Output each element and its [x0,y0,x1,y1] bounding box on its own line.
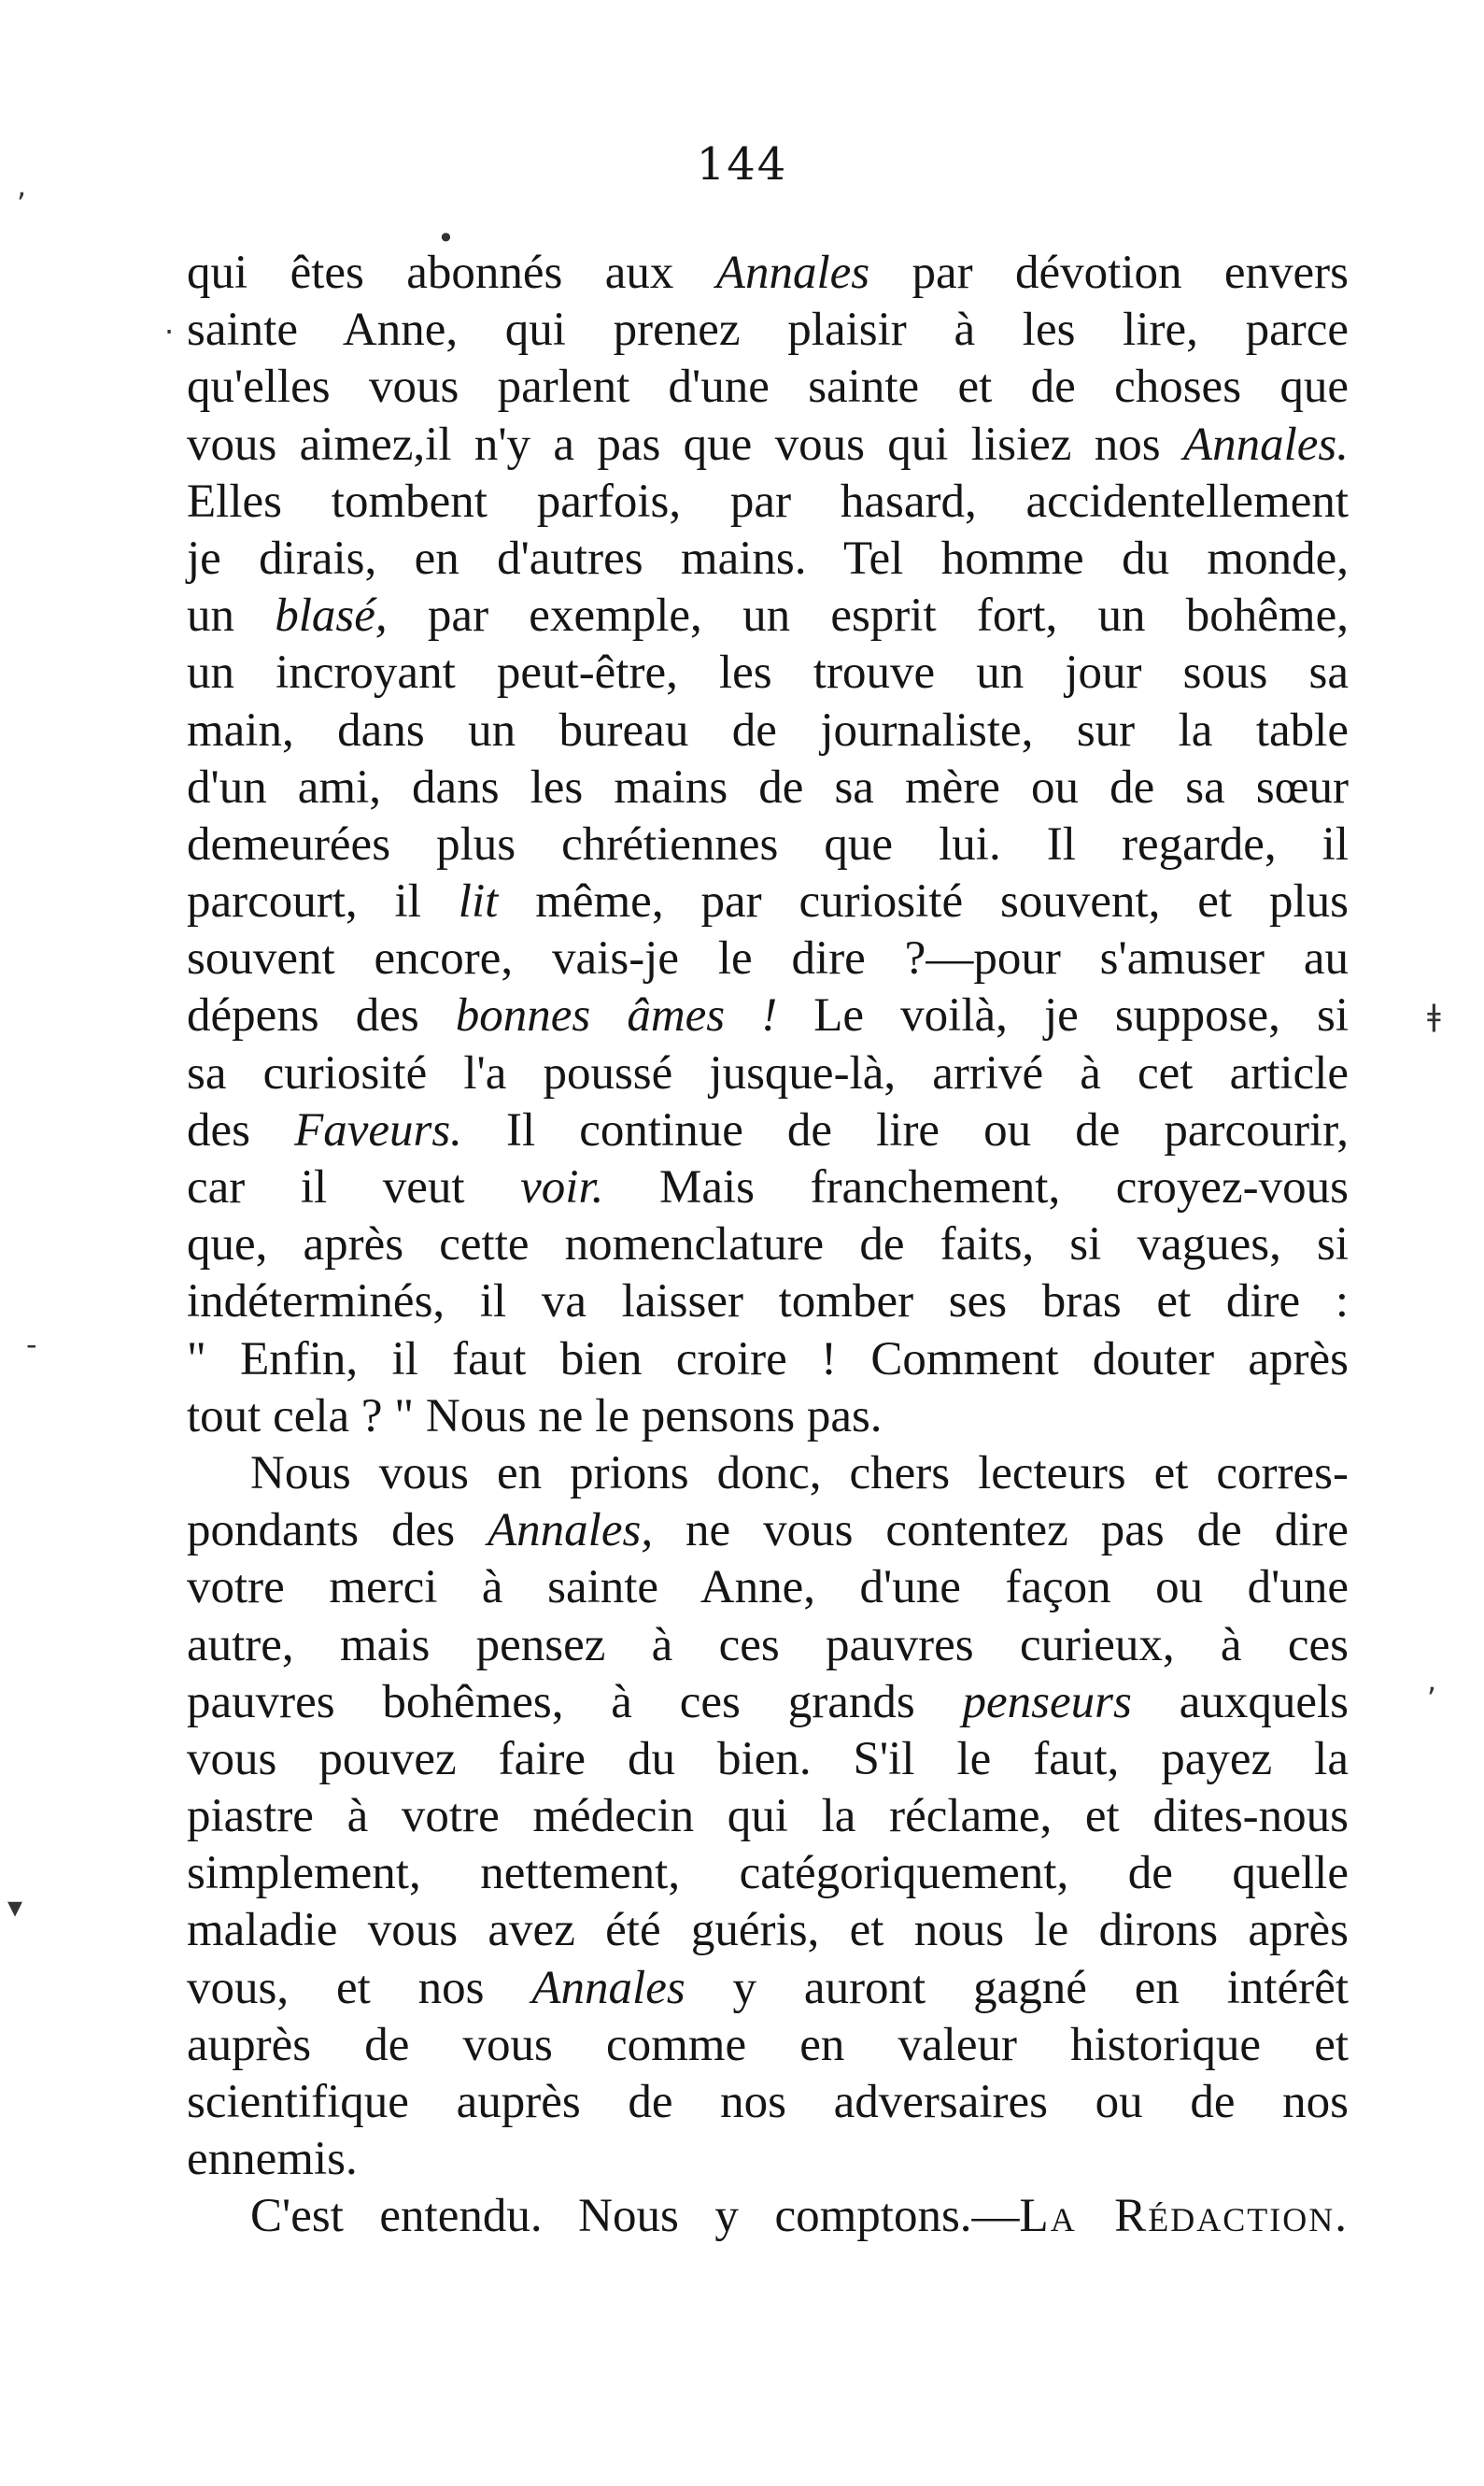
text-line-20: " Enfin, il faut bien croire ! Comment douter après [187,1332,1349,1385]
page-number: 144 [696,138,788,191]
text-line-17: car il veut voir. Mais franchement, croyez-vous [187,1161,1350,1214]
body-text [187,245,1349,2246]
text-line-8: un incroyant peut-être, les trouve un jour sous sa [187,646,1349,700]
text-line-16: des Faveurs. Il continue de lire ou de parcourir, [187,1103,1349,1157]
text-line-21: tout cela ? " Nous ne le pensons pas. [187,1389,883,1442]
signature-redaction: La Rédaction. [1019,2190,1349,2243]
text-line-10: d'un ami, dans les mains de sa mère ou de sa sœur [187,760,1349,814]
text-line-5: Elles tombent parfois, par hasard, accidentellement [187,475,1349,528]
text-line-4: vous aimez,il n'y a pas que vous qui lisiez nos Annales. [187,418,1349,471]
text-line-2: sainte Anne, qui prenez plaisir à les lire, parce [187,304,1349,357]
margin-bullet: · [164,314,175,349]
margin-dash: - [26,1327,37,1362]
margin-arrow: ▾ [7,1889,23,1925]
text-line-25: autre, mais pensez à ces pauvres curieux, à ces [187,1618,1349,1671]
margin-comma: , [1427,1663,1437,1698]
text-line-1: qui êtes abonnés aux Annales par dévotion envers [187,247,1349,299]
text-line-23: pondants des Annales, ne vous contentez pas de dire [187,1504,1349,1557]
text-line-35: C'est entendu. Nous y comptons.—La Rédaction. [250,2190,1349,2243]
text-line-24: votre merci à sainte Anne, d'une façon ou d'une [187,1561,1349,1614]
text-line-3: qu'elles vous parlent d'une sainte et de choses que [187,361,1349,414]
text-line-14: dépens des bonnes âmes ! Le voilà, je suppose, si [187,989,1350,1043]
text-line-15: sa curiosité l'a poussé jusque-là, arrivé à cet article [187,1046,1349,1100]
text-line-30: maladie vous avez été guéris, et nous le dirons après [187,1904,1349,1957]
text-line-22: Nous vous en prions donc, chers lecteurs et corres- [250,1446,1349,1499]
text-line-7: un blasé, par exemple, un esprit fort, un bohême, [187,590,1349,643]
text-line-11: demeurées plus chrétiennes que lui. Il regarde, il [187,817,1349,871]
text-line-18: que, après cette nomenclature de faits, si vagues, si [187,1218,1349,1271]
text-line-19: indéterminés, il va laisser tomber ses bras et dire : [187,1275,1349,1328]
text-line-31: vous, et nos Annales y auront gagné en intérêt [187,1961,1350,2014]
text-line-27: vous pouvez faire du bien. S'il le faut, payez la [187,1732,1349,1785]
margin-cross: ǂ [1427,998,1441,1033]
text-line-29: simplement, nettement, catégoriquement, de quelle [187,1847,1349,1900]
margin-dot: • [437,220,455,256]
text-line-9: main, dans un bureau de journaliste, sur la table [187,703,1349,757]
text-line-28: piastre à votre médecin qui la réclame, et dites-nous [187,1790,1349,1843]
text-line-6: je dirais, en d'autres mains. Tel homme du monde, [187,532,1349,585]
text-line-26: pauvres bohêmes, à ces grands penseurs auxquels [187,1675,1349,1728]
text-line-33: scientifique auprès de nos adversaires ou de nos [187,2076,1349,2128]
text-line-34: ennemis. [187,2133,358,2186]
text-line-32: auprès de vous comme en valeur historique et [187,2018,1349,2071]
text-line-12: parcourt, il lit même, par curiosité souvent, et plus [187,875,1349,929]
margin-tick: , [17,168,27,204]
text-line-13: souvent encore, vais-je le dire ?—pour s'amuser au [187,932,1349,986]
